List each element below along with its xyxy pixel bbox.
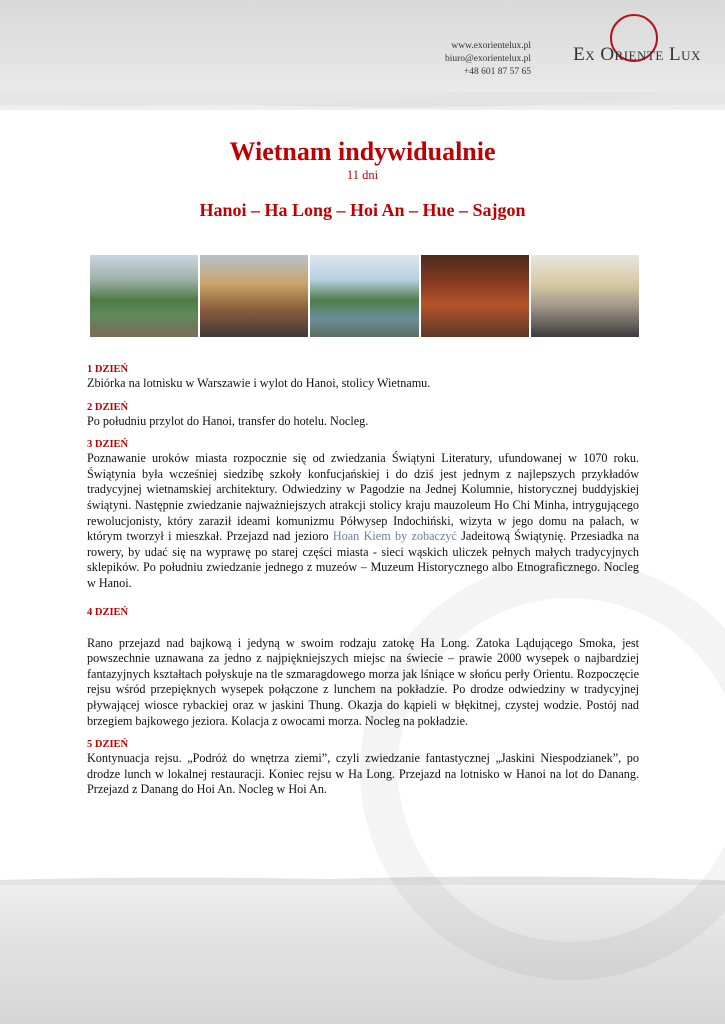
day-3 [87, 438, 639, 591]
day-2 [87, 401, 639, 430]
day-text-part: Jadeitową Świątynię. Przesiadka na rowery, by udać się na wyprawę po starej części miasta - sieci wąskich uliczek pełnych małych tradycyjnych sklepików. Po południu zwiedzanie jednego z muzeów – Muzeum Historycznego albo Etnograficznego. Nocleg w Hanoi. [87, 529, 639, 590]
day-label: 3 DZIEŃ [87, 439, 129, 451]
trip-route: Hanoi – Ha Long – Hoi An – Hue – Sajgon [199, 200, 526, 220]
photo-bridge-lake [310, 255, 418, 337]
email-link[interactable]: biuro@exorientelux.pl [444, 54, 531, 64]
day-label: 5 DZIEŃ [87, 739, 129, 751]
day-label: 4 DZIEŃ [87, 606, 129, 618]
photo-ha-long-bay [90, 255, 198, 337]
photo-cyclists [531, 255, 639, 337]
page-title: Wietnam indywidualnie [229, 137, 496, 166]
day-description: Rano przejazd nad bajkową i jedyną w swoim rodzaju zatokę Ha Long. Zatoka Lądującego Smoka, jest powszechnie uznawana za jedno z najpiękniejszych miejsc na świecie – prawie 2000 wysepek o najbardziej fantazyjnych kształtach połyskuje na tle szmaragdowego morza jak lśniące w słońcu perły Orientu. Rozpoczęcie rejsu wśród przepięknych wysepek połączone z lunchem na pokładzie. Po drodze odwiedziny w tradycyjnej pływającej wiosce rybackiej oraz w jaskini Thung. Okazja do kąpieli w błękitnej, czystej wodzie. Postój nad brzegiem bajkowego jeziora. Kolacja z owocami morza. Nocleg na pokładzie. [87, 635, 639, 728]
website-link[interactable]: www.exorientelux.pl [451, 41, 531, 51]
company-logo [562, 14, 712, 84]
day-label: 1 DZIEŃ [87, 364, 129, 375]
day-label: 2 DZIEŃ [87, 401, 129, 413]
photo-temple-interior [421, 255, 529, 337]
trip-duration: 11 dni [346, 168, 379, 182]
itinerary [87, 363, 639, 807]
day-description: Po południu przylot do Hanoi, transfer do hotelu. Nocleg. [87, 413, 369, 428]
day-text-part: Poznawanie uroków miasta rozpocznie się od zwiedzania Świątyni Literatury, ufundowanej w 1070 roku. Świątynia była wcześniej siedzibę szkoły konfucjańskiej i do dziś jest jednym z najlepszych przykładów tradycyjnej wietnamskiej architektury. Odwiedziny w Pagodzie na Jednej Kolumnie, historycznej buddyjskiej świątyni. Następnie zwiedzanie najważniejszych atrakcji stolicy kraju mauzoleum Ho Chi Minha, intrygującego rewolucjonisty, który zaraził ideami komunizmu Półwysep Indochiński, wizyta w jego domu na palach, w którym tworzył i mieszkał. Przejazd nad jezioro [87, 451, 639, 544]
day-4 [87, 606, 639, 730]
header-brush-edge [0, 92, 725, 116]
day-5 [87, 738, 639, 798]
day-1 [87, 363, 639, 392]
phone-number: +48 601 87 57 65 [463, 67, 531, 77]
contact-info [445, 40, 531, 79]
hoan-kiem-link[interactable]: Hoan Kiem by zobaczyć [332, 529, 457, 544]
day-description: Kontynuacja rejsu. „Podróż do wnętrza ziemi”, czyli zwiedzanie fantastycznej „Jaskini Niespodzianek”, po drodze lunch w lokalnej restauracji. Koniec rejsu w Ha Long. Przejazd na lotnisko w Hanoi na lot do Danang. Przejazd z Danang do Hoi An. Nocleg w Hoi An. [87, 751, 639, 797]
day-description: Zbiórka na lotnisku w Warszawie i wylot do Hanoi, stolicy Wietnamu. [87, 376, 431, 390]
logo-text: Ex Oriente Lux [573, 44, 701, 65]
photo-strip [90, 255, 639, 337]
photo-hanoi-street [200, 255, 308, 337]
day-description [87, 451, 639, 591]
